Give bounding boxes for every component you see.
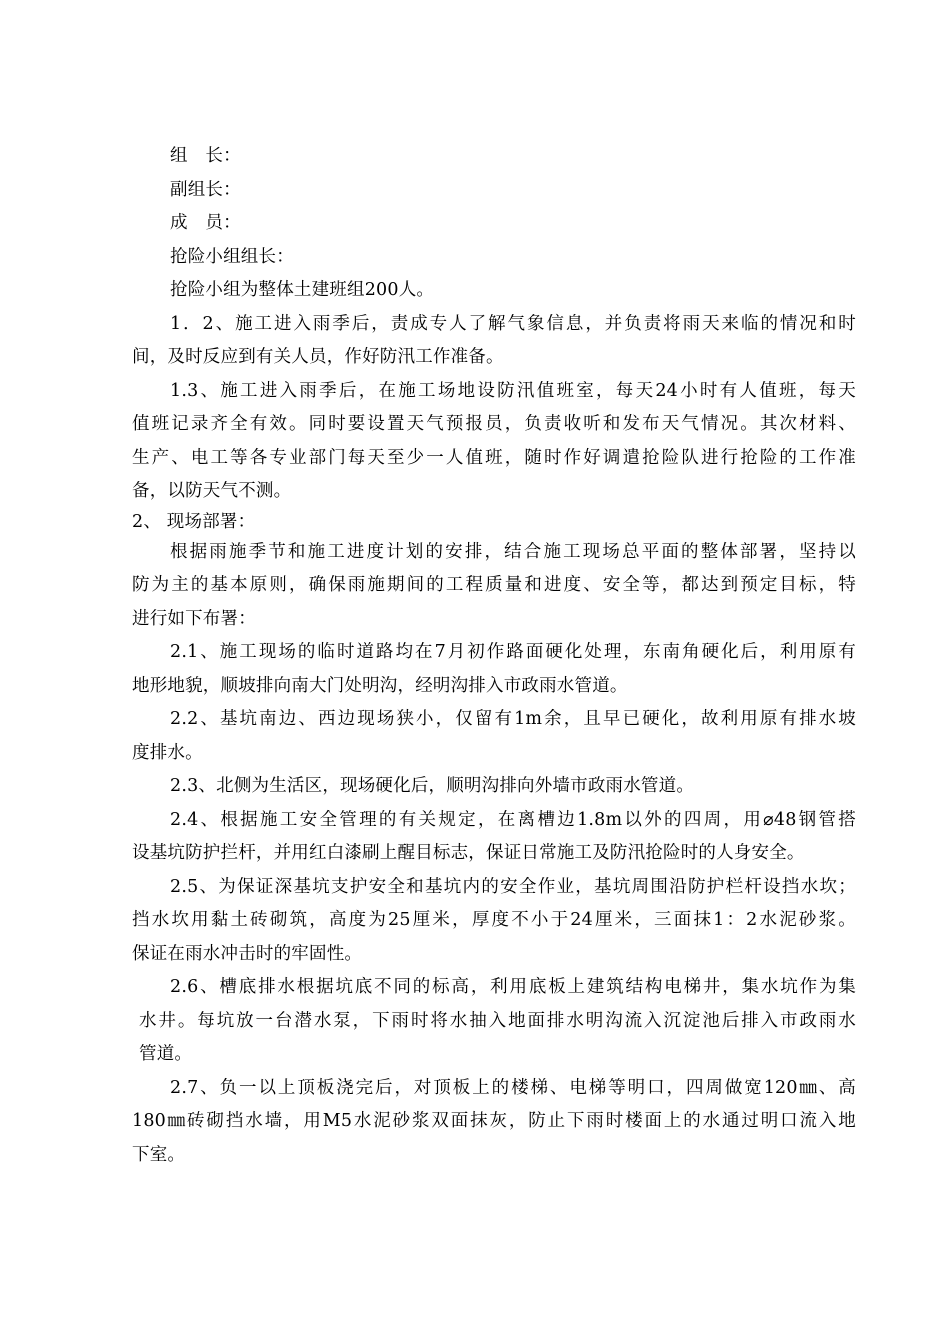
- paragraph-2-7-line-3: 下室。: [132, 1144, 186, 1165]
- role-deputy-leader: 副组长：: [170, 179, 241, 200]
- paragraph-1-3-line-2: 值班记录齐全有效。同时要设置天气预报员，负责收听和发布天气情况。其次材料、: [132, 414, 856, 434]
- section-2-intro-line-2: 防为主的基本原则，确保雨施期间的工程质量和进度、安全等，都达到预定目标，特: [132, 575, 856, 595]
- paragraph-1-2-line-1: 1．2、施工进入雨季后，责成专人了解气象信息，并负责将雨天来临的情况和时: [170, 313, 856, 334]
- paragraph-2-5-line-3: 保证在雨水冲击时的牢固性。: [132, 943, 363, 964]
- paragraph-2-5-line-1: 2.5、为保证深基坑支护安全和基坑内的安全作业，基坑周围沿防护栏杆设挡水坎；: [170, 876, 856, 897]
- paragraph-2-4-line-2: 设基坑防护拦杆，并用红白漆刷上醒目标志，保证日常施工及防汛抢险时的人身安全。: [132, 843, 805, 863]
- role-members: 成 员：: [170, 213, 241, 233]
- section-2-heading: 2、 现场部署：: [132, 511, 256, 532]
- paragraph-2-1-line-1: 2.1、施工现场的临时道路均在7月初作路面硬化处理，东南角硬化后，利用原有: [170, 642, 856, 662]
- paragraph-1-2-line-2: 间，及时反应到有关人员，作好防汛工作准备。: [132, 347, 504, 367]
- paragraph-2-2-line-1: 2.2、基坑南边、西边现场狭小，仅留有1m余，且早已硬化，故利用原有排水坡: [170, 709, 856, 729]
- paragraph-2-6-line-2: 水井。每坑放一台潜水泵，下雨时将水抽入地面排水明沟流入沉淀池后排入市政雨水: [139, 1010, 856, 1031]
- paragraph-2-2-line-2: 度排水。: [132, 742, 203, 763]
- section-2-intro-line-1: 根据雨施季节和施工进度计划的安排，结合施工现场总平面的整体部署，坚持以: [170, 541, 856, 562]
- paragraph-2-5-line-2: 挡水坎用黏土砖砌筑，高度为25厘米，厚度不小于24厘米，三面抹1：2水泥砂浆。: [132, 910, 856, 930]
- paragraph-2-1-line-2: 地形地貌，顺坡排向南大门处明沟，经明沟排入市政雨水管道。: [132, 675, 628, 696]
- paragraph-2-4-line-1: 2.4、根据施工安全管理的有关规定，在离槽边1.8m以外的四周，用⌀48钢管搭: [170, 809, 856, 830]
- paragraph-2-7-line-2: 180㎜砖砌挡水墙，用M5水泥砂浆双面抹灰，防止下雨时楼面上的水通过明口流入地: [132, 1111, 856, 1131]
- role-rescue-team: 抢险小组为整体土建班组200人。: [170, 280, 435, 300]
- paragraph-2-6-line-3: 管道。: [139, 1044, 193, 1064]
- document-body: [132, 140, 856, 1172]
- paragraph-1-3-line-3: 生产、电工等各专业部门每天至少一人值班，随时作好调遣抢险队进行抢险的工作准: [132, 447, 856, 468]
- section-2-intro-line-3: 进行如下布署：: [132, 608, 256, 629]
- paragraph-2-6-line-1: 2.6、槽底排水根据坑底不同的标高，利用底板上建筑结构电梯井，集水坑作为集: [170, 977, 856, 997]
- paragraph-1-3-line-1: 1.3、施工进入雨季后，在施工场地设防汛值班室，每天24小时有人值班，每天: [170, 380, 856, 401]
- paragraph-2-3-line-1: 2.3、北侧为生活区，现场硬化后，顺明沟排向外墙市政雨水管道。: [170, 776, 695, 796]
- role-leader: 组 长：: [170, 146, 241, 166]
- paragraph-1-3-line-4: 备，以防天气不测。: [132, 481, 292, 501]
- paragraph-2-7-line-1: 2.7、负一以上顶板浇完后，对顶板上的楼梯、电梯等明口，四周做宽120㎜、高: [170, 1077, 856, 1098]
- role-rescue-leader: 抢险小组组长：: [170, 246, 294, 267]
